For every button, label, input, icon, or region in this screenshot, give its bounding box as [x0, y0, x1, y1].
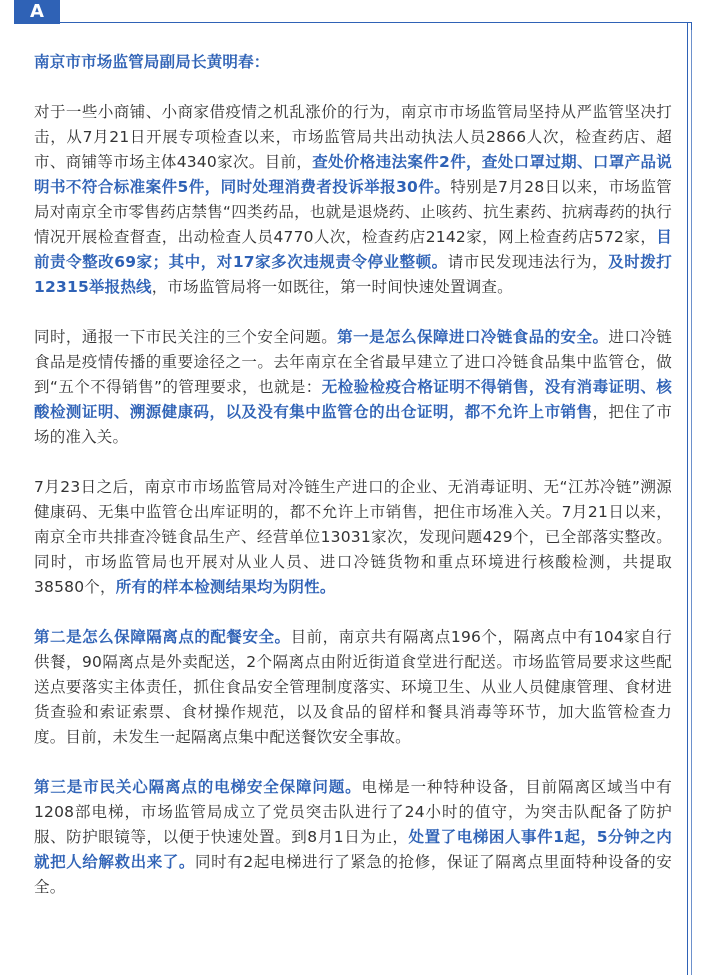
highlighted-text: 所有的样本检测结果均为阴性。 — [115, 578, 336, 596]
paragraph — [34, 775, 672, 900]
paragraph — [34, 100, 672, 300]
body-text: 对于一些小商铺、小商家借疫情之机乱涨价的行为，南京市市场监管局坚持从严监管坚决打击，从7月21日开展专项检查以来，市场监管局共出动执法人员2866人次，检查药店、超市、商铺等市场主体4340家次。目前， — [34, 103, 672, 171]
body-text: 7月23日之后，南京市市场监管局对冷链生产进口的企业、无消毒证明、无“江苏冷链”溯源健康码、无集中监管仓出库证明的，都不允许上市销售，把住市场准入关。7月21日以来，南京全市共排查冷链食品生产、经营单位13031家次，发现问题429个，已全部落实整改。同时，市场监管局也开展对从业人员、进口冷链货物和重点环境进行核酸检测，共提取38580个， — [34, 478, 672, 596]
section-badge: A — [14, 0, 60, 24]
body-text: 同时，通报一下市民关注的三个安全问题。 — [34, 328, 338, 346]
article-body — [34, 50, 672, 925]
highlighted-text: 处置了电梯困人事件1起，5分钟之内就把人给解救出来了。 — [34, 828, 672, 871]
speaker-heading: 南京市市场监管局副局长黄明春： — [34, 53, 270, 71]
highlighted-text: 无检验检疫合格证明不得销售，没有消毒证明、核酸检测证明、溯源健康码，以及没有集中监管仓的出仓证明，都不允许上市销售 — [34, 378, 672, 421]
body-text: 目前，南京共有隔离点196个，隔离点中有104家自行供餐，90隔离点是外卖配送，2个隔离点由附近街道食堂进行配送。市场监管局要求这些配送点要落实主体责任，抓住食品安全管理制度落实、环境卫生、从业人员健康管理、食材进货查验和索证索票、食材操作规范，以及食品的留样和餐具消毒等环节，加大监管检查力度。目前，未发生一起隔离点集中配送餐饮安全事故。 — [34, 628, 672, 746]
highlighted-text: 及时拨打12315举报热线 — [34, 253, 672, 296]
body-text: 电梯是一种特种设备，目前隔离区域当中有1208部电梯，市场监管局成立了党员突击队进行了24小时的值守，为突击队配备了防护服、防护眼镜等，以便于快速处置。到8月1日为止， — [34, 778, 672, 846]
right-border-shadow — [691, 28, 692, 975]
highlighted-text: 第二是怎么保障隔离点的配餐安全。 — [34, 628, 291, 646]
highlighted-text: 查处价格违法案件2件，查处口罩过期、口罩产品说明书不符合标准案件5件，同时处理消费者投诉举报30件。 — [34, 153, 672, 196]
body-text: 请市民发现违法行为， — [447, 253, 609, 271]
paragraph — [34, 475, 672, 600]
paragraph-list — [34, 100, 672, 900]
top-border-line — [60, 22, 688, 23]
paragraph — [34, 625, 672, 750]
highlighted-text: 第三是市民关心隔离点的电梯安全保障问题。 — [34, 778, 362, 796]
body-text: ，把住了市场的准入关。 — [34, 403, 672, 446]
highlighted-text: 第一是怎么保障进口冷链食品的安全。 — [337, 328, 609, 346]
right-border-line — [687, 22, 688, 975]
paragraph — [34, 325, 672, 450]
body-text: 特别是7月28日以来，市场监管局对南京全市零售药店禁售“四类药品，也就是退烧药、止咳药、抗生素药、抗病毒药的执行情况开展检查督查，出动检查人员4770人次，检查药店2142家，网上检查药店572家， — [34, 178, 672, 246]
highlighted-text: 目前责令整改69家；其中，对17家多次违规责令停业整顿。 — [34, 228, 672, 271]
body-text: 进口冷链食品是疫情传播的重要途径之一。去年南京在全省最早建立了进口冷链食品集中监管仓，做到“五个不得销售”的管理要求，也就是： — [34, 328, 672, 396]
body-text: 同时有2起电梯进行了紧急的抢修，保证了隔离点里面特种设备的安全。 — [34, 853, 672, 896]
body-text: ，市场监管局将一如既往，第一时间快速处置调查。 — [151, 278, 513, 296]
